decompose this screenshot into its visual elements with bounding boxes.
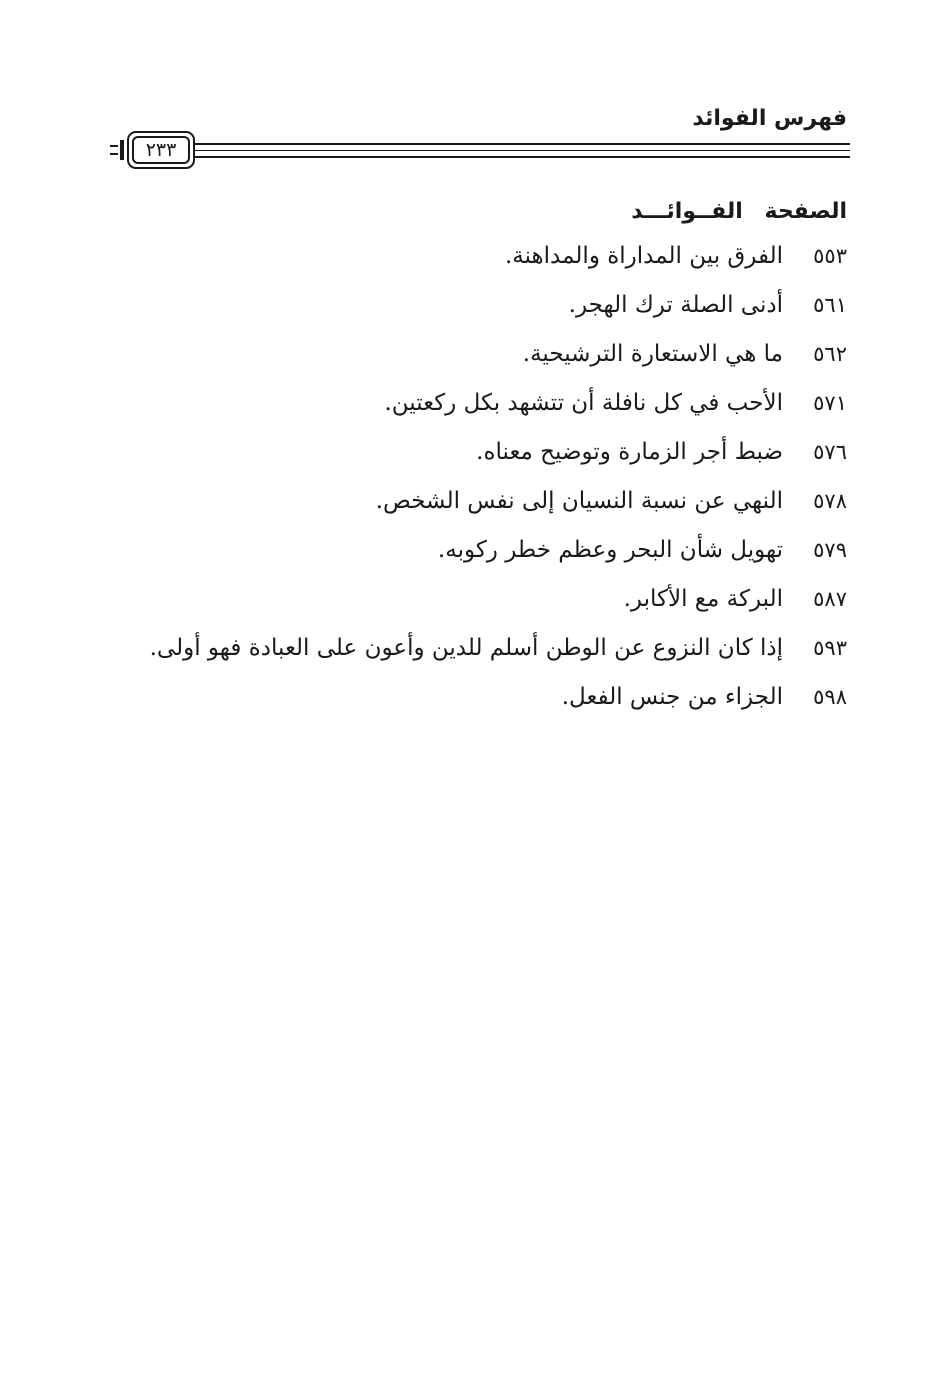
entry-page-number: ٥٩٣: [813, 636, 847, 660]
index-entry: [127, 673, 847, 722]
entry-text: أدنى الصلة ترك الهجر.: [568, 292, 783, 318]
folio-ornament-bar: [120, 140, 124, 160]
page-number-frame: [127, 131, 195, 169]
index-column-headers: [127, 192, 847, 232]
entry-text: النهي عن نسبة النسيان إلى نفس الشخص.: [375, 488, 783, 514]
entry-page-number: ٥٧٦: [813, 440, 847, 464]
index-entry: [127, 281, 847, 330]
entry-page-number: ٥٧١: [813, 391, 847, 415]
entry-page-number: ٥٦٢: [813, 342, 847, 366]
entry-text: الجزاء من جنس الفعل.: [561, 684, 783, 710]
folio-ornament-tick: [110, 145, 118, 147]
entry-text: ضبط أجر الزمارة وتوضيح معناه.: [476, 439, 783, 465]
entry-text: الفرق بين المداراة والمداهنة.: [504, 243, 783, 269]
entry-text: إذا كان النزوع عن الوطن أسلم للدين وأعون على العبادة فهو أولى.: [149, 635, 783, 661]
running-title: فهرس الفوائد: [692, 106, 847, 131]
index-entry: [127, 477, 847, 526]
index-entry: [127, 624, 847, 673]
column-header-page: الصفحة: [764, 199, 847, 224]
entry-page-number: ٥٩٨: [813, 685, 847, 709]
index-entry: [127, 526, 847, 575]
entry-text: البركة مع الأكابر.: [623, 586, 783, 612]
page-number: ٢٣٣: [132, 136, 190, 164]
index-entry: [127, 379, 847, 428]
entry-text: الأحب في كل نافلة أن تتشهد بكل ركعتين.: [384, 390, 783, 416]
index-entry: [127, 232, 847, 281]
index-list: [127, 192, 847, 722]
entry-page-number: ٥٥٣: [813, 244, 847, 268]
header-rule-top: [194, 143, 850, 145]
header-rule-middle: [194, 150, 850, 151]
entry-page-number: ٥٧٩: [813, 538, 847, 562]
entry-text: ما هي الاستعارة الترشيحية.: [522, 341, 783, 367]
index-entry: [127, 575, 847, 624]
index-entry: [127, 428, 847, 477]
entry-page-number: ٥٦١: [813, 293, 847, 317]
column-header-topic: الفــوائـــد: [631, 199, 743, 224]
folio-ornament-tick: [110, 153, 118, 155]
entry-text: تهويل شأن البحر وعظم خطر ركوبه.: [437, 537, 783, 563]
entry-page-number: ٥٨٧: [813, 587, 847, 611]
header-rule-bottom: [194, 156, 850, 158]
entry-page-number: ٥٧٨: [813, 489, 847, 513]
index-entry: [127, 330, 847, 379]
